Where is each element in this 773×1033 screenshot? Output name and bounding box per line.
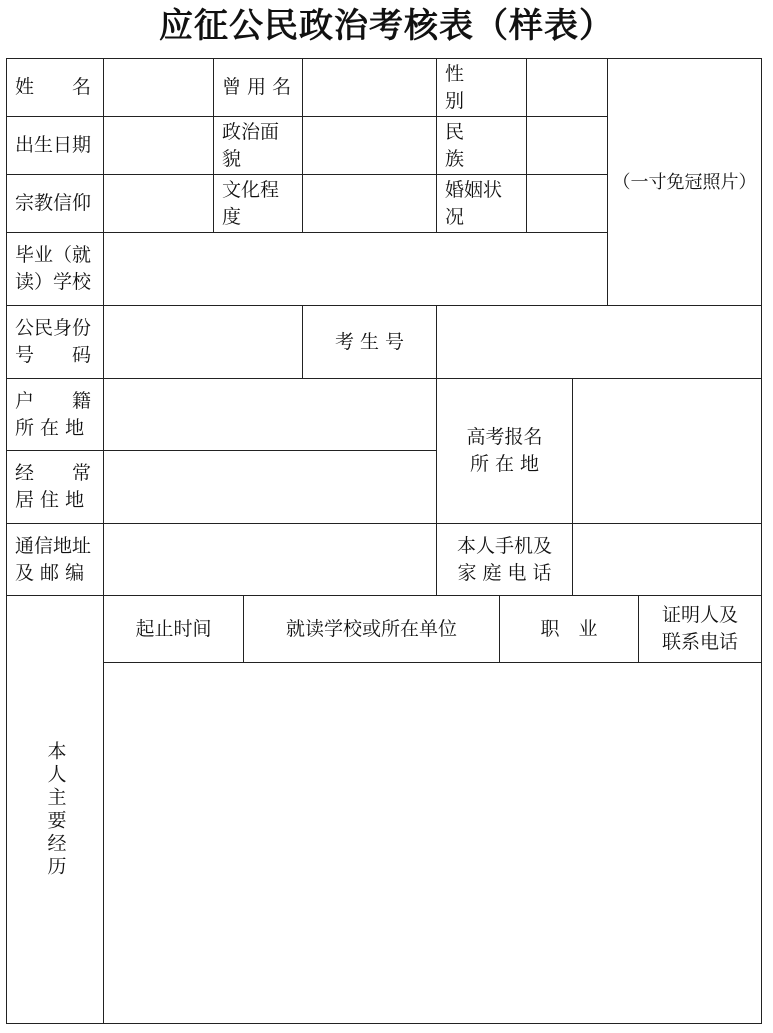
label-birth-date: 出生日期 (6, 116, 104, 175)
hukou-field[interactable] (103, 378, 437, 451)
mailing-address-field[interactable] (103, 523, 437, 596)
experience-body-field[interactable] (103, 662, 762, 1024)
religion-field[interactable] (103, 174, 214, 233)
marital-status-field[interactable] (526, 174, 608, 233)
id-number-field[interactable] (103, 305, 303, 379)
exam-number-field[interactable] (436, 305, 762, 379)
gender-field[interactable] (526, 58, 608, 117)
name-field[interactable] (103, 58, 214, 117)
label-phone: 本人手机及 家 庭 电 话 (436, 523, 573, 596)
experience-header-occupation: 职 业 (499, 595, 639, 663)
political-status-field[interactable] (302, 116, 437, 175)
experience-header-witness: 证明人及 联系电话 (638, 595, 762, 663)
school-field[interactable] (103, 232, 608, 306)
page-title: 应征公民政治考核表（样表） (159, 6, 614, 46)
label-residence: 经 常 居 住 地 (6, 450, 104, 524)
residence-field[interactable] (103, 450, 437, 524)
label-former-name: 曾 用 名 (213, 58, 303, 117)
label-political-status: 政治面貌 (213, 116, 303, 175)
phone-field[interactable] (572, 523, 762, 596)
label-religion: 宗教信仰 (6, 174, 104, 233)
ethnicity-field[interactable] (526, 116, 608, 175)
experience-header-school-unit: 就读学校或所在单位 (243, 595, 500, 663)
label-education: 文化程度 (213, 174, 303, 233)
label-school: 毕业（就 读）学校 (6, 232, 104, 306)
political-review-form (7, 59, 762, 1025)
former-name-field[interactable] (302, 58, 437, 117)
gaokao-location-field[interactable] (572, 378, 762, 524)
label-experience: 本人主要经历 (6, 595, 104, 1024)
label-gender: 性 别 (436, 58, 527, 117)
label-exam-number: 考 生 号 (302, 305, 437, 379)
label-hukou: 户 籍 所 在 地 (6, 378, 104, 451)
label-id-number: 公民身份 号 码 (6, 305, 104, 379)
label-gaokao-location: 高考报名 所 在 地 (436, 378, 573, 524)
label-marital-status: 婚姻状况 (436, 174, 527, 233)
label-mailing-address: 通信地址 及 邮 编 (6, 523, 104, 596)
experience-header-period: 起止时间 (103, 595, 244, 663)
label-ethnicity: 民 族 (436, 116, 527, 175)
label-name: 姓 名 (6, 58, 104, 117)
education-field[interactable] (302, 174, 437, 233)
birth-date-field[interactable] (103, 116, 214, 175)
photo-box: （一寸免冠照片） (607, 58, 762, 306)
